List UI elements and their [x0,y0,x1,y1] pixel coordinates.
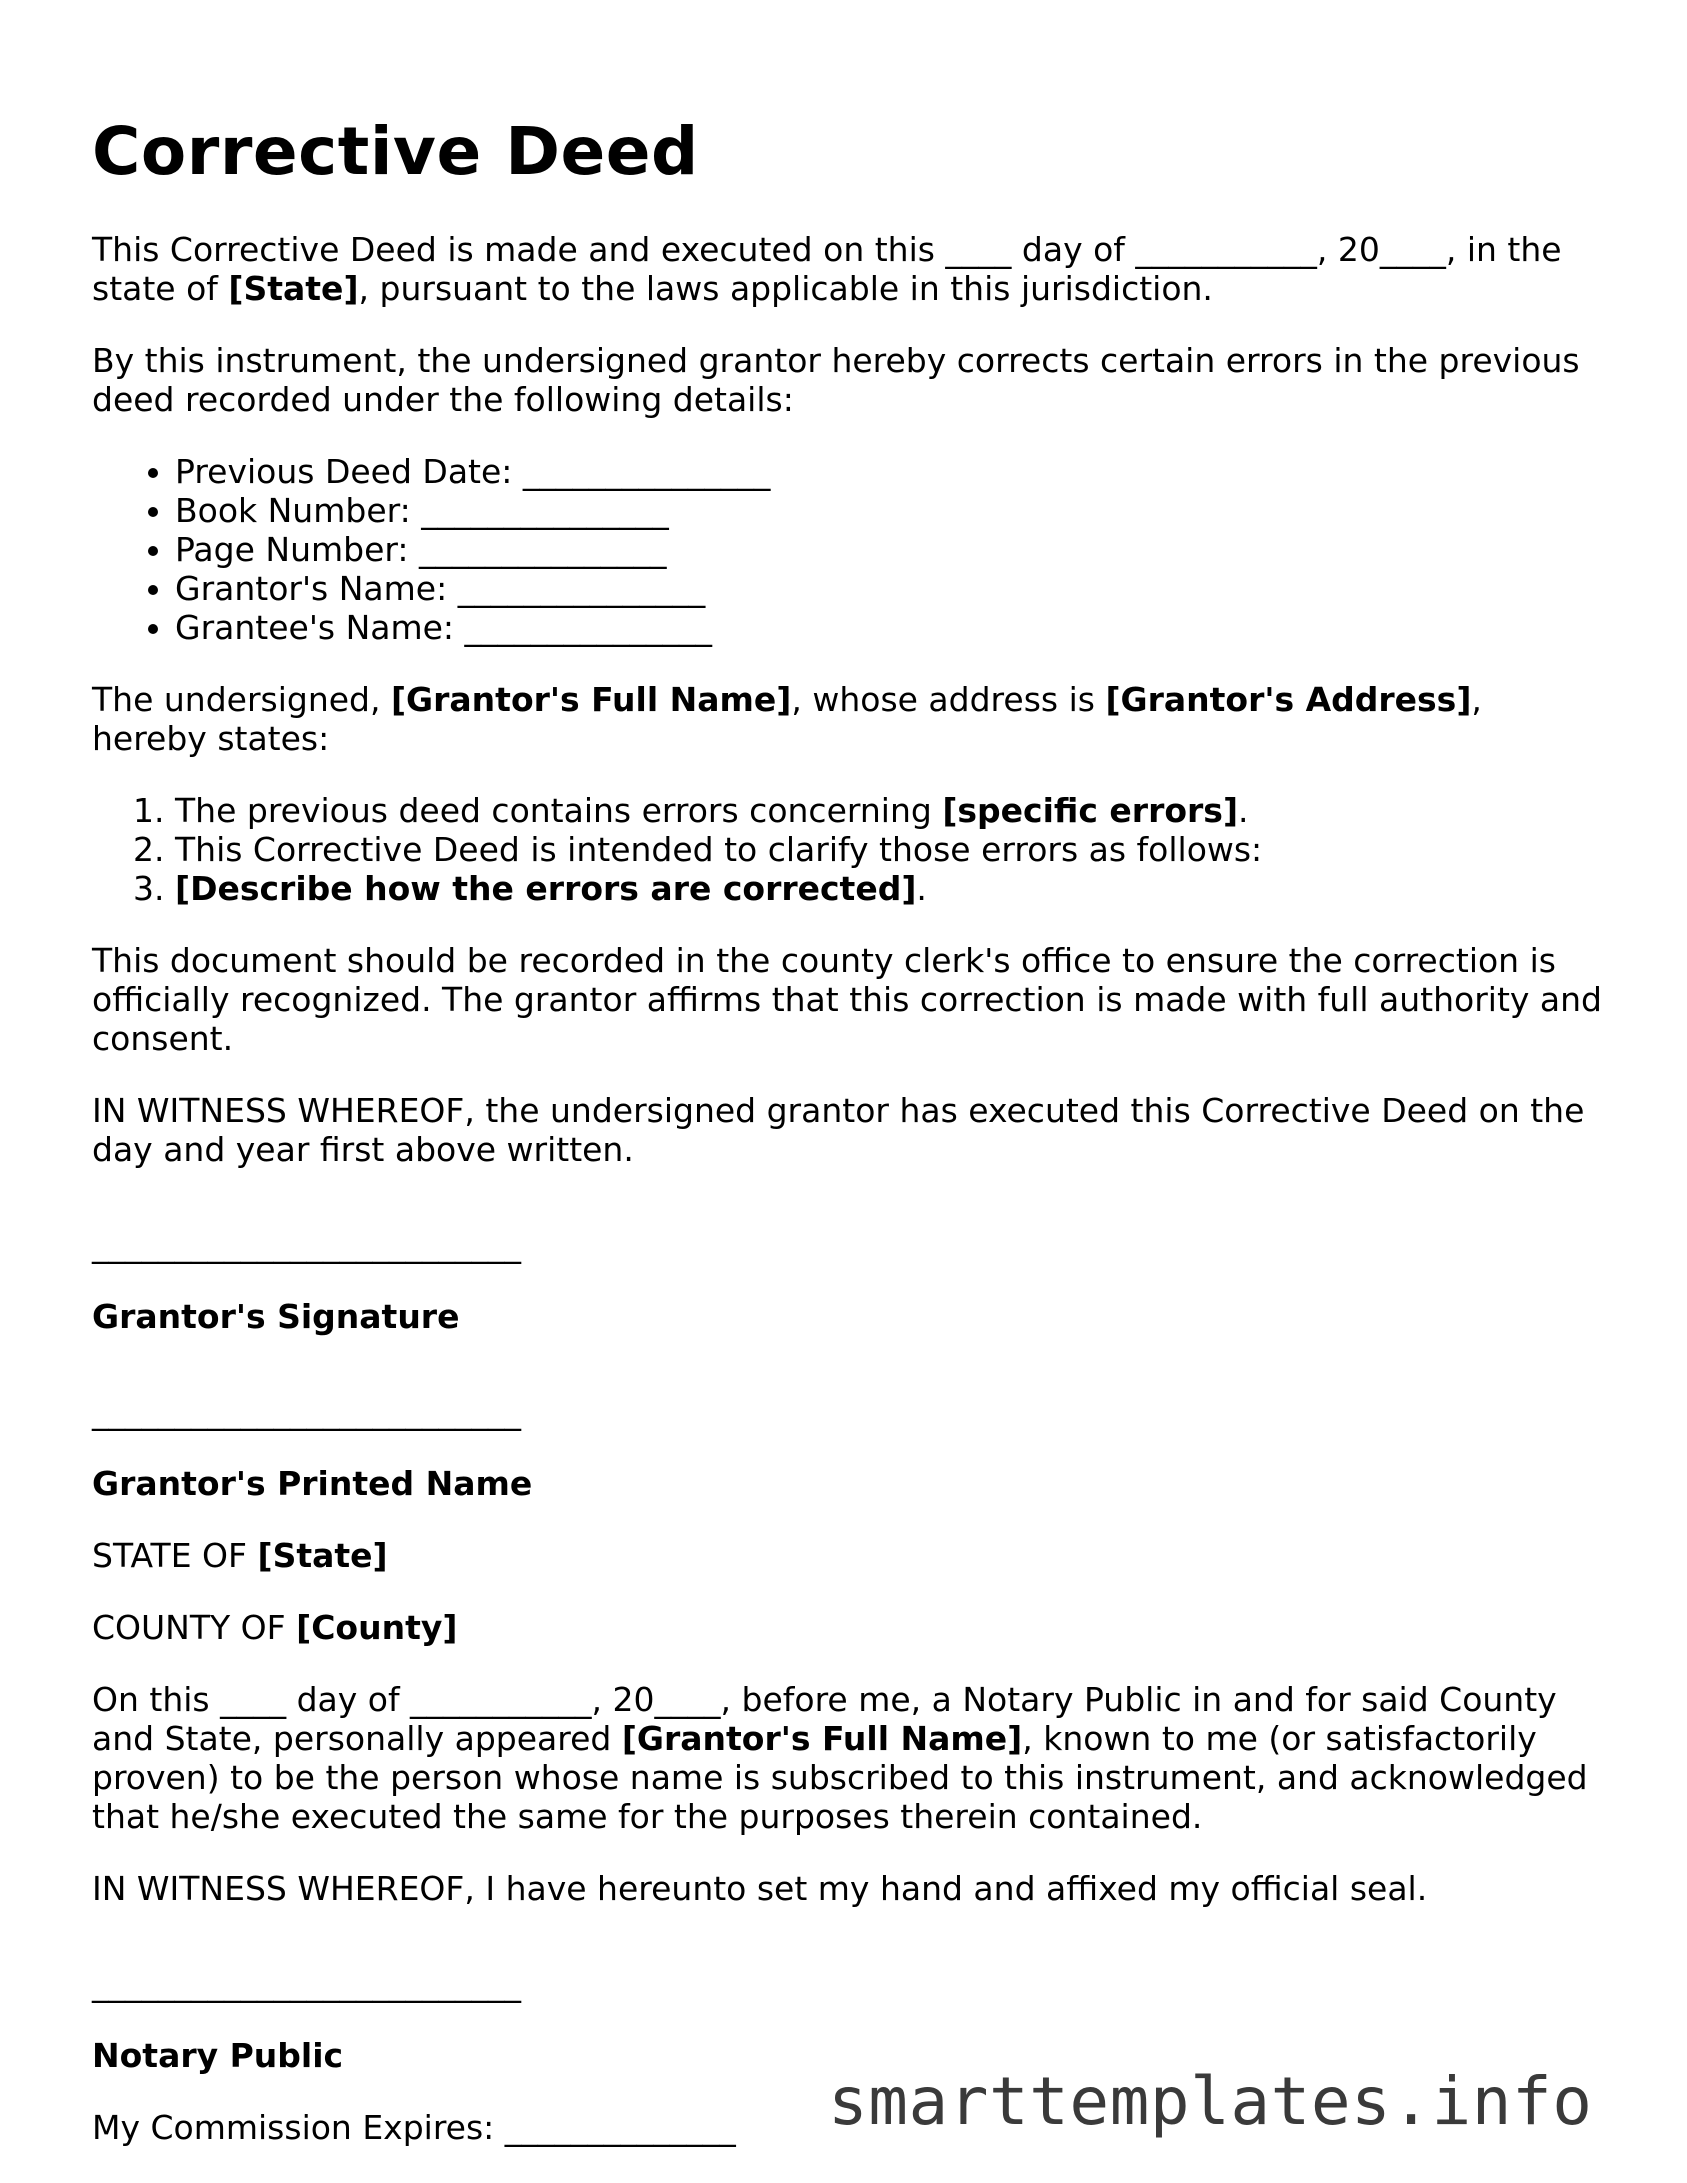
list-item: 1. The previous deed contains errors concerning [specific errors]. [175,791,1602,830]
document-title: Corrective Deed [92,113,699,190]
commission-expires-line: My Commission Expires: ______________ [92,2108,736,2147]
grantor-printed-name-label: Grantor's Printed Name [92,1464,533,1503]
grantor-witness-paragraph: IN WITNESS WHEREOF, the undersigned grantor has executed this Corrective Deed on the day and year first above written. [92,1091,1585,1169]
state-placeholder: [State] [228,269,359,308]
notary-signature-line: __________________________ [92,1964,521,2003]
notary-public-label: Notary Public [92,2036,344,2075]
intro-paragraph: This Corrective Deed is made and executed on this ____ day of ___________, 20____, in the state of [State], pursuant to the laws applicable in this jurisdiction. [92,230,1562,308]
watermark-text: smarttemplates.info [828,2063,1593,2140]
list-item: • Book Number: _______________ [175,491,1602,530]
grantor-name-placeholder: [Grantor's Full Name] [621,1719,1023,1758]
list-item: • Page Number: _______________ [175,530,1602,569]
state-line: STATE OF [State] [92,1536,388,1575]
list-item: • Previous Deed Date: _______________ [175,452,1602,491]
list-item: • Grantor's Name: _______________ [175,569,1602,608]
grantor-signature-line: __________________________ [92,1225,521,1264]
statement-intro-paragraph: The undersigned, [Grantor's Full Name], whose address is [Grantor's Address], hereby states: [92,680,1482,758]
list-item: • Grantee's Name: _______________ [175,608,1602,647]
grantor-signature-label: Grantor's Signature [92,1297,460,1336]
list-item: 3. [Describe how the errors are corrected]. [175,869,1602,908]
grantor-address-placeholder: [Grantor's Address] [1105,680,1472,719]
previous-deed-details-list [92,452,1602,647]
county-line: COUNTY OF [County] [92,1608,458,1647]
notary-acknowledgment-paragraph: On this ____ day of ___________, 20____, before me, a Notary Public in and for said County and State, personally appeared [Grantor's Full Name], known to me (or satisfactorily proven) to be the person whose name is subscribed to this instrument, and acknowledged that he/she executed the same for the purposes therein contained. [92,1680,1588,1836]
correction-intro-paragraph: By this instrument, the undersigned grantor hereby corrects certain errors in the previous deed recorded under the following details: [92,341,1580,419]
list-item: 2. This Corrective Deed is intended to clarify those errors as follows: [175,830,1602,869]
notary-witness-paragraph: IN WITNESS WHEREOF, I have hereunto set my hand and affixed my official seal. [92,1869,1428,1908]
grantor-name-placeholder: [Grantor's Full Name] [390,680,792,719]
document-page [92,112,1602,2180]
grantor-printed-name-line: __________________________ [92,1392,521,1431]
recording-note-paragraph: This document should be recorded in the county clerk's office to ensure the correction is officially recognized. The grantor affirms that this correction is made with full authority and consent. [92,941,1602,1058]
statements-list [92,791,1602,908]
